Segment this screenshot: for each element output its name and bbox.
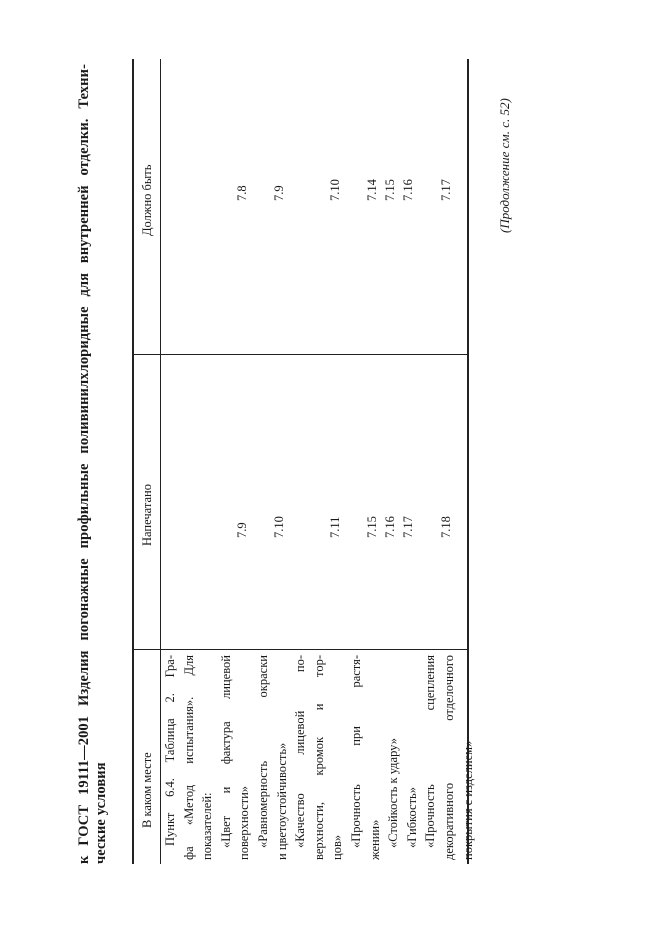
column-divider-2	[132, 354, 468, 355]
where-line: покрытия с изделием»	[460, 740, 475, 860]
where-line: Пункт 6.4. Таблица 2. Гра-	[163, 655, 177, 846]
where-line: жении»	[367, 819, 382, 860]
where-line: «Качество лицевой по-	[293, 655, 308, 848]
should-be-value: 7.9	[272, 185, 286, 201]
where-line: «Равномерность окраски	[255, 655, 270, 848]
printed-value: 7.18	[439, 516, 453, 538]
column-divider-1	[132, 649, 468, 650]
header-printed: Напечатано	[140, 484, 154, 546]
where-line: показателей:	[200, 792, 215, 860]
where-line: «Цвет и фактура лицевой	[218, 655, 233, 848]
where-line: «Гибкость»	[404, 786, 419, 848]
heading-line-1: к ГОСТ 19111—2001 Изделия погонажные профильные поливинилхлоридные для внутренней отделки. Техни-	[76, 64, 92, 864]
heading-line-2: ческие условия	[93, 762, 109, 864]
printed-value: 7.9	[235, 522, 249, 538]
where-line: фа «Метод испытания». Для	[181, 655, 196, 860]
header-should-be: Должно быть	[140, 164, 154, 236]
printed-value: 7.10	[272, 516, 286, 538]
printed-value: 7.15	[365, 516, 379, 538]
printed-value: 7.16	[383, 516, 397, 538]
where-line: цов»	[330, 834, 345, 860]
should-be-value: 7.14	[365, 179, 379, 201]
where-line: «Прочность сцепления	[423, 655, 438, 848]
printed-value: 7.17	[401, 516, 415, 538]
should-be-value: 7.8	[235, 185, 249, 201]
table-top-rule	[132, 59, 134, 864]
where-line: верхности, кромок и тор-	[311, 655, 326, 860]
where-line: декоративного отделочного	[441, 655, 456, 860]
where-line: и цветоустойчивость»	[274, 742, 289, 860]
where-line: «Стойкость к удару»	[386, 738, 401, 848]
printed-value: 7.11	[328, 516, 342, 538]
where-line: «Прочность при растя-	[348, 655, 363, 848]
where-line: поверхности»	[237, 785, 252, 860]
header-where: В каком месте	[140, 752, 154, 828]
should-be-value: 7.10	[328, 179, 342, 201]
should-be-value: 7.16	[401, 179, 415, 201]
should-be-value: 7.15	[383, 179, 397, 201]
should-be-value: 7.17	[439, 179, 453, 201]
document-heading	[76, 64, 110, 864]
continuation-note: (Продолжение см. с. 52)	[497, 98, 512, 233]
where-cell	[161, 655, 477, 860]
